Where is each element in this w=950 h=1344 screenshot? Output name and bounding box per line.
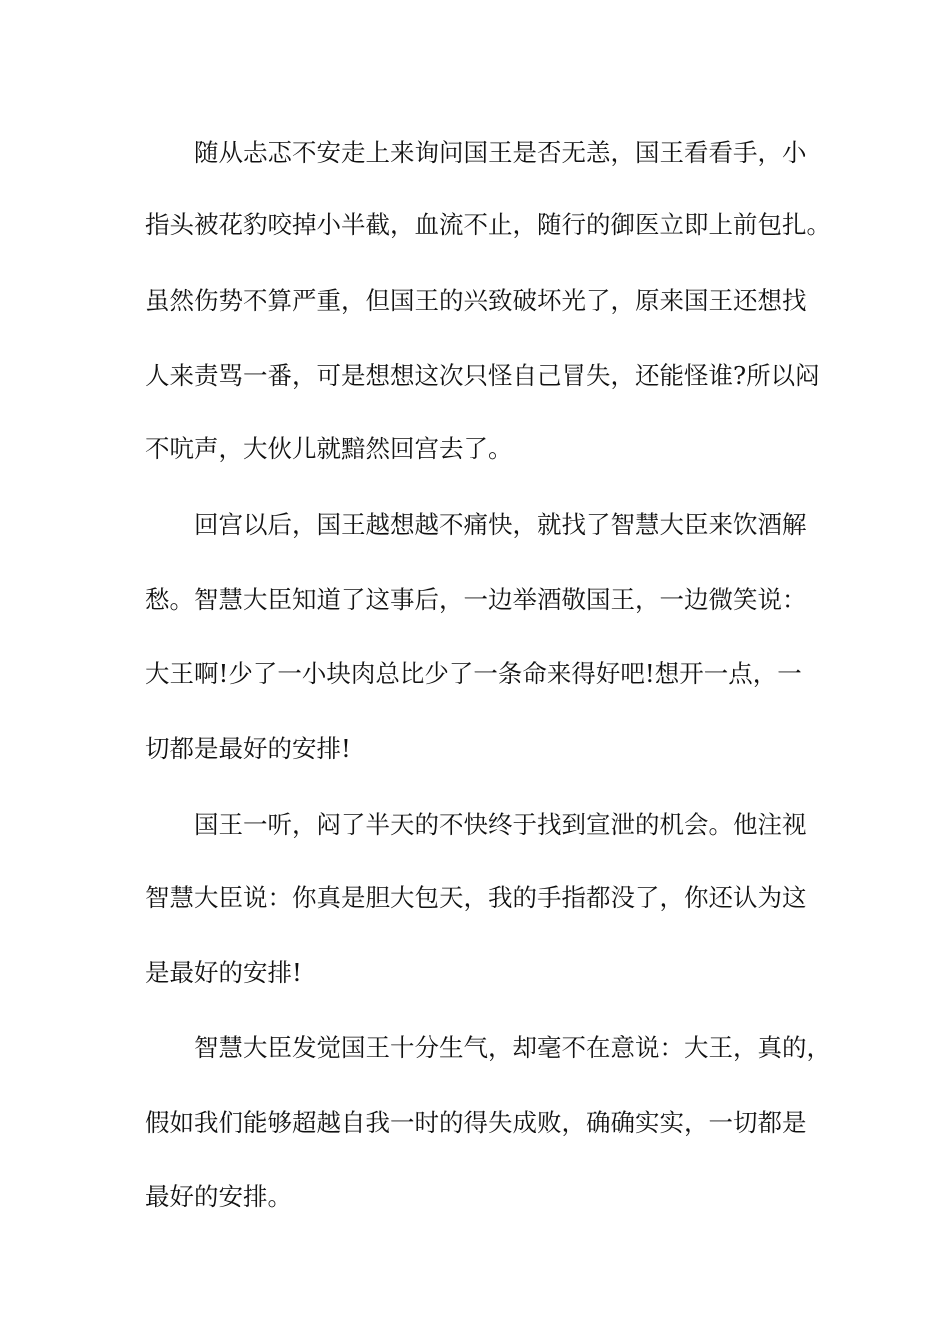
paragraph-2-line-2: 愁。智慧大臣知道了这事后，一边举酒敬国王，一边微笑说： [145, 585, 807, 614]
paragraph-4-line-2: 假如我们能够超越自我一时的得失成败，确确实实，一切都是 [145, 1108, 807, 1137]
paragraph-1-line-2: 指头被花豹咬掉小半截，血流不止，随行的御医立即上前包扎。 [145, 210, 831, 239]
paragraph-1-line-1: 随从忐忑不安走上来询问国王是否无恙，国王看看手，小 [194, 138, 807, 167]
paragraph-4-line-3: 最好的安排。 [145, 1182, 292, 1211]
paragraph-1-line-3: 虽然伤势不算严重，但国王的兴致破坏光了，原来国王还想找 [145, 286, 807, 315]
paragraph-1-line-4: 人来责骂一番，可是想想这次只怪自己冒失，还能怪谁?所以闷 [145, 361, 820, 390]
paragraph-3-line-1: 国王一听，闷了半天的不快终于找到宣泄的机会。他注视 [194, 810, 807, 839]
paragraph-2-line-3: 大王啊!少了一小块肉总比少了一条命来得好吧!想开一点，一 [145, 659, 802, 688]
paragraph-2-line-1: 回宫以后，国王越想越不痛快，就找了智慧大臣来饮酒解 [194, 510, 807, 539]
paragraph-4-line-1: 智慧大臣发觉国王十分生气，却毫不在意说：大王，真的， [194, 1033, 831, 1062]
paragraph-3-line-2: 智慧大臣说：你真是胆大包天，我的手指都没了，你还认为这 [145, 883, 807, 912]
paragraph-2-line-4: 切都是最好的安排! [145, 734, 351, 763]
paragraph-3-line-3: 是最好的安排! [145, 958, 302, 987]
paragraph-1-line-5: 不吭声，大伙儿就黯然回宫去了。 [145, 434, 513, 463]
